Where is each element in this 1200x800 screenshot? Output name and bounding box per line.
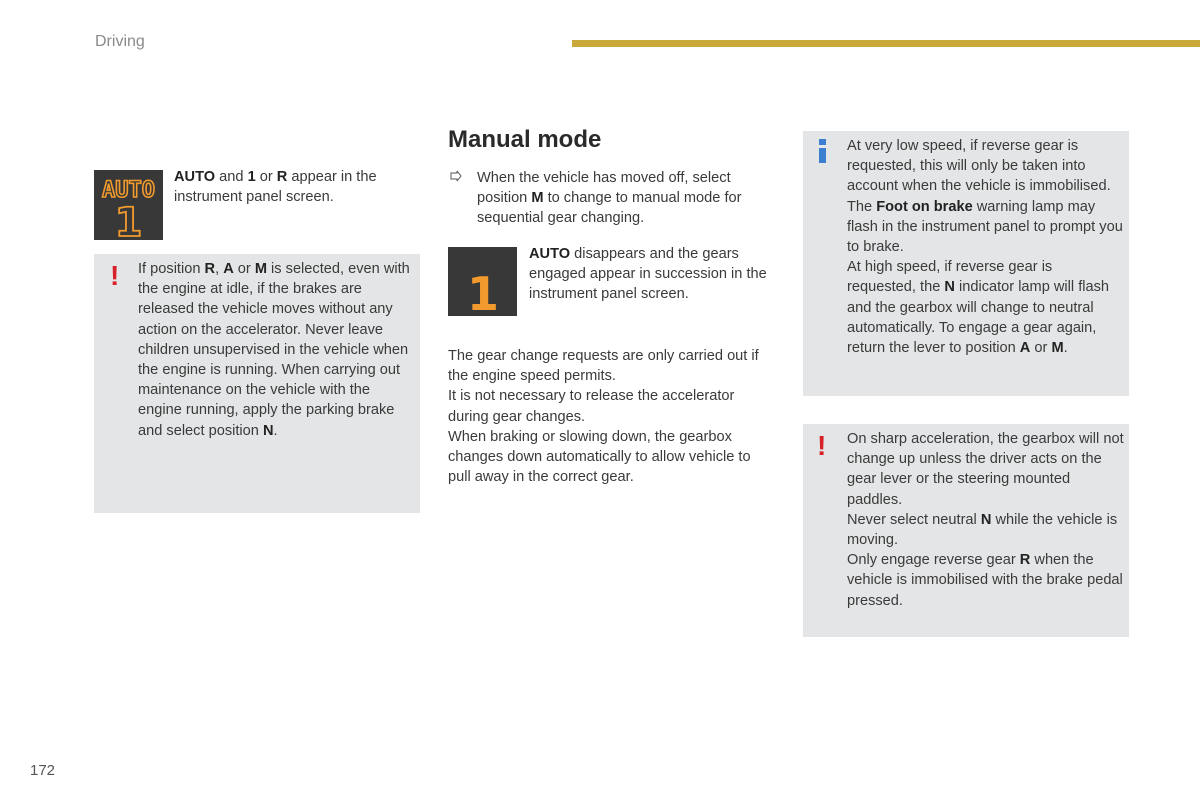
manual-mode-step: When the vehicle has moved off, select position M to change to manual mode for sequential gear changing.: [477, 170, 742, 227]
section-title: Driving: [95, 33, 145, 50]
display-auto-text: AUTO: [102, 178, 155, 203]
info-icon: [817, 138, 829, 169]
info-reverse-text: At very low speed, if reverse gear is requested, this will only be taken into account when the vehicle is immobilised. The Foot on brake warning lamp may flash in the instrument panel to prompt you to brake. At high speed, if reverse gear is requested, the N indicator lamp will flash and the gearbox will change to neutral automatically. To engage a gear again, return the lever to position A or M.: [847, 138, 1123, 357]
header-accent-bar: [572, 40, 1200, 47]
warning-paragraph-paddles: On sharp acceleration, the gearbox will not change up unless the driver acts on the gear lever or the steering mounted paddles.: [847, 431, 1124, 508]
warning-acceleration-text: [847, 429, 1125, 611]
arrow-right-icon: [450, 171, 462, 184]
auto-display-caption: AUTO and 1 or R appear in the instrument panel screen.: [174, 169, 377, 206]
warning-paragraph-neutral: Never select neutral N while the vehicle is moving.: [847, 511, 1118, 549]
display-gear-number: 1: [466, 267, 500, 316]
display-gear-1-image: [448, 247, 517, 316]
exclamation-icon: !: [110, 260, 120, 291]
page-number: 172: [30, 762, 56, 779]
section-heading: Manual mode: [448, 126, 602, 153]
warning-idle-text: If position R, A or M is selected, even with the engine at idle, if the brakes are released the vehicle moves without any action on the accelerator. Never leave children unsupervised in the vehicle when the engine is running. When carrying out maintenance on the vehicle with the engine running, apply the parking brake and select position N.: [138, 261, 410, 439]
paragraph-braking: When braking or slowing down, the gearbox changes down automatically to allow vehicle to pull away in the correct gear.: [448, 428, 751, 486]
paragraph-accelerator: It is not necessary to release the accelerator during gear changes.: [448, 388, 735, 425]
exclamation-icon: !: [817, 430, 827, 461]
paragraph-engine-speed: The gear change requests are only carried out if the engine speed permits.: [448, 348, 759, 385]
display-auto-1-image: [94, 170, 163, 240]
gear-display-caption: AUTO disappears and the gears engaged appear in succession in the instrument panel screen.: [529, 246, 767, 303]
warning-paragraph-reverse: Only engage reverse gear R when the vehicle is immobilised with the brake pedal pressed.: [847, 552, 1123, 609]
display-gear-number: 1: [114, 200, 143, 240]
gear-change-paragraphs: [448, 346, 772, 487]
